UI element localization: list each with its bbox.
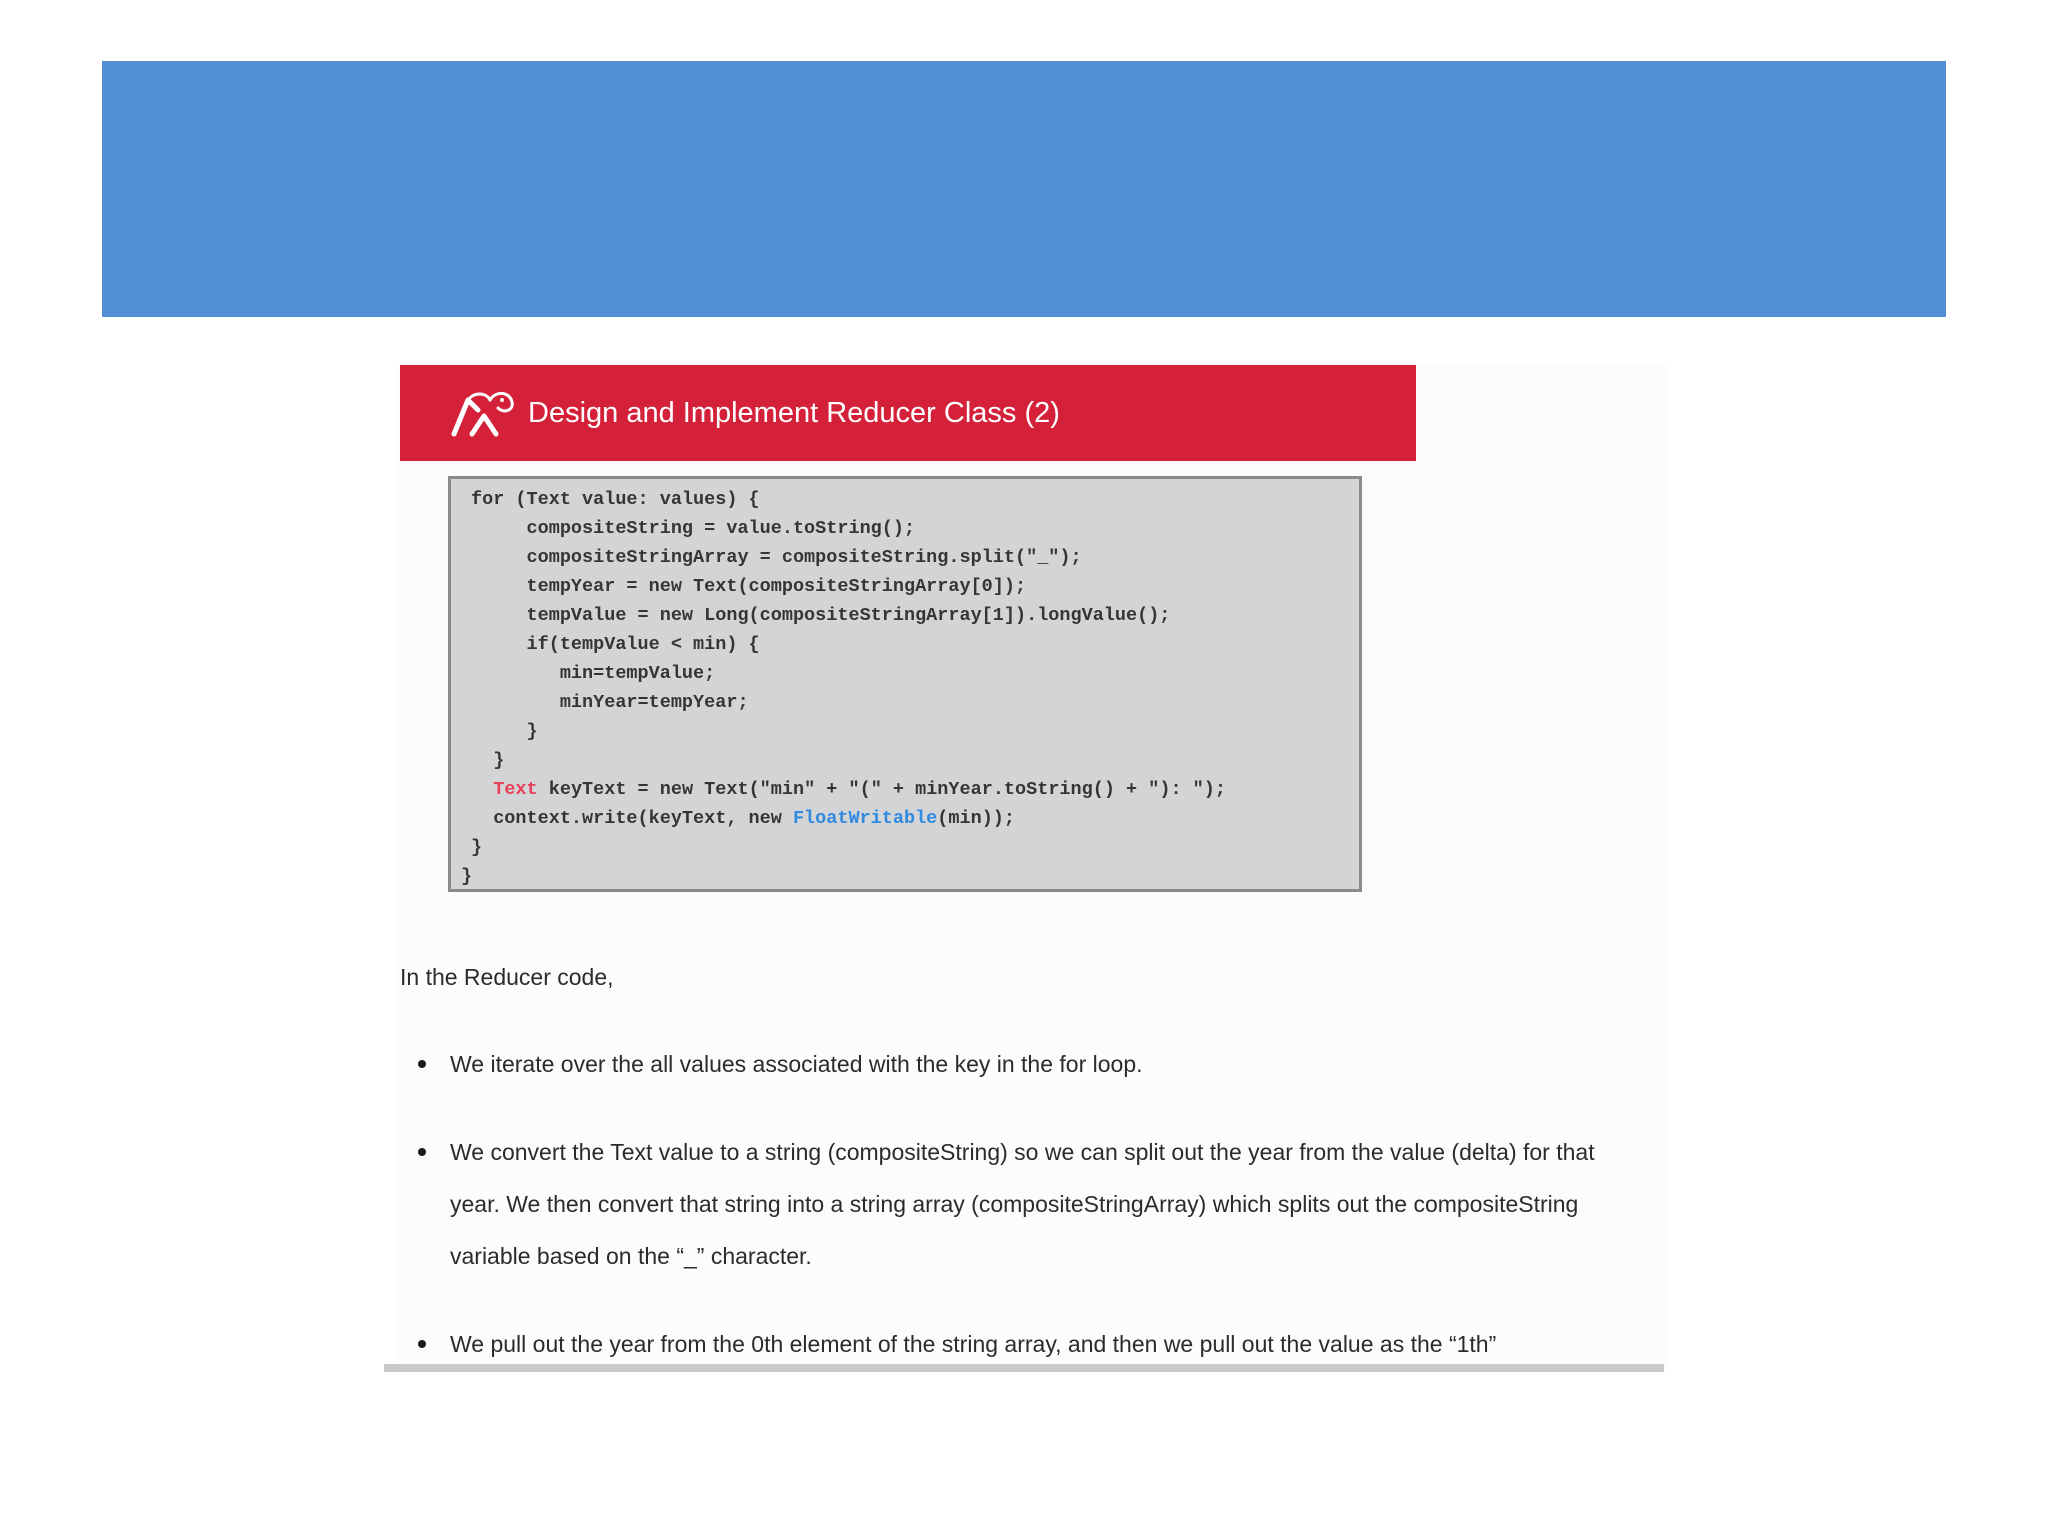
code-line: tempYear = new Text(compositeStringArray[0]);: [471, 576, 1027, 597]
code-line: minYear=tempYear;: [471, 692, 749, 713]
intro-text: In the Reducer code,: [400, 964, 614, 990]
bullet-icon: [418, 1148, 426, 1156]
bullet-text: We iterate over the all values associated with the key in the for loop.: [450, 1051, 1143, 1077]
code-line: for (Text value: values) {: [471, 489, 760, 510]
hadoop-elephant-logo-icon: [448, 388, 518, 438]
section-header: [400, 365, 1416, 461]
code-keyword: Text: [493, 779, 538, 800]
content-viewport: [398, 362, 1666, 1366]
code-line: if(tempValue < min) {: [471, 634, 760, 655]
code-line: }: [471, 750, 505, 771]
bullet-text: We convert the Text value to a string (compositeString) so we can split out the year from the value (delta) for that year. We then convert that string into a string array (compositeStringArray) which splits out the compositeString variable based on the “_” character.: [450, 1139, 1595, 1269]
code-line: }: [471, 837, 483, 858]
title-banner: [102, 61, 1946, 317]
list-item: [400, 1126, 1630, 1282]
code-block: [448, 476, 1362, 892]
bullet-text: We pull out the year from the 0th element of the string array, and then we pull out the value as the “1th”: [450, 1331, 1497, 1357]
code-keyword: FloatWritable: [792, 808, 938, 829]
code-line-highlighted: Text keyText = new Text("min" + "(" + minYear.toString() + "): ");: [493, 779, 1226, 800]
list-item: [400, 1318, 1630, 1366]
code-line-highlighted: context.write(keyText, new FloatWritable(min));: [471, 808, 1015, 829]
code-line: compositeString = value.toString();: [471, 518, 916, 539]
bullet-icon: [418, 1340, 426, 1348]
code-line: compositeStringArray = compositeString.split("_");: [471, 547, 1082, 568]
section-title: Design and Implement Reducer Class (2): [528, 396, 1060, 429]
code-line: }: [461, 866, 473, 887]
code-line: }: [471, 721, 538, 742]
list-item: [400, 1038, 1630, 1090]
code-line: min=tempValue;: [471, 663, 716, 684]
embedded-screenshot: [398, 362, 1666, 1372]
bullet-list: [400, 1038, 1630, 1366]
code-line: tempValue = new Long(compositeStringArray[1]).longValue();: [471, 605, 1171, 626]
horizontal-scrollbar[interactable]: [384, 1364, 1664, 1372]
bullet-icon: [418, 1060, 426, 1068]
